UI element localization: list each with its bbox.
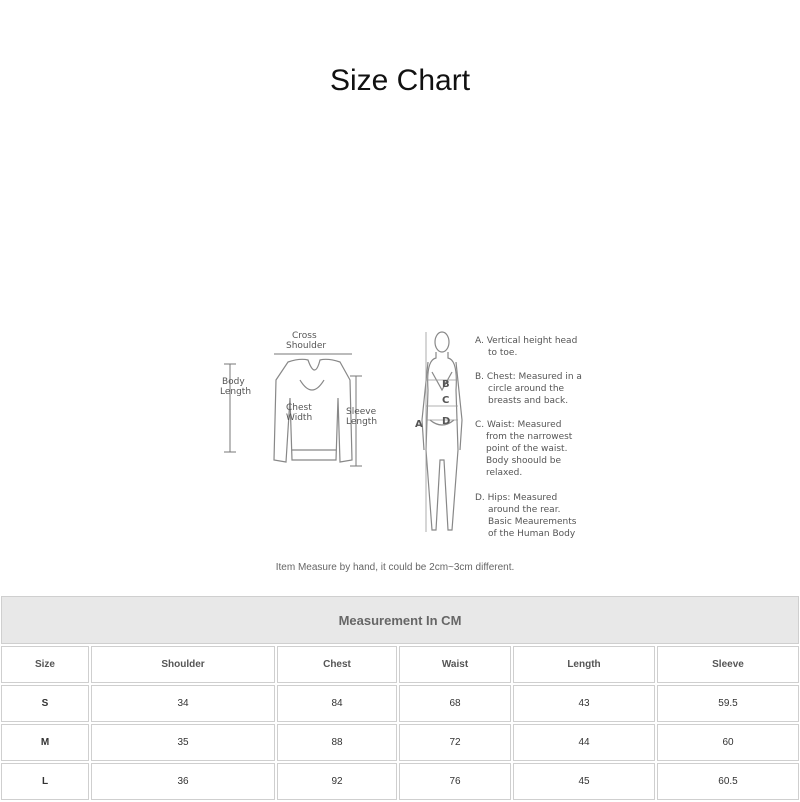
marker-d: D [442,416,451,427]
table-row [1,763,799,800]
cell-waist: 76 [399,763,511,800]
legend-b-2: circle around the [488,384,565,394]
human-figure-illustration [422,332,462,530]
size-table-container [0,594,800,800]
legend-c-5: relaxed. [486,468,523,478]
header-shoulder: Shoulder [91,646,275,683]
label-body-length-2: Length [220,387,252,397]
legend-c-2: from the narrowest [486,432,573,442]
legend-b-3: breasts and back. [488,396,569,406]
table-row [1,724,799,761]
measurement-note: Item Measure by hand, it could be 2cm~3cm different. [275,562,515,573]
cell-chest: 88 [277,724,397,761]
header-length: Length [513,646,655,683]
legend-c-4: Body shoould be [486,456,562,466]
legend-d-4: of the Human Body [488,529,576,539]
legend-a-2: to toe. [488,348,518,358]
cell-chest: 92 [277,763,397,800]
cell-size: M [1,724,89,761]
header-sleeve: Sleeve [657,646,799,683]
header-size: Size [1,646,89,683]
label-chest-width-1: Chest [286,403,312,413]
legend-a-1: A. Vertical height head [475,336,578,346]
header-waist: Waist [399,646,511,683]
label-sleeve-length-2: Length [346,417,378,427]
label-chest-width-2: Width [286,413,313,423]
table-header-row [1,646,799,683]
legend-c-3: point of the waist. [486,444,568,454]
cell-chest: 84 [277,685,397,722]
marker-a: A [415,419,423,430]
cell-length: 45 [513,763,655,800]
label-body-length-1: Body [222,377,245,387]
cell-size: S [1,685,89,722]
size-table [0,594,800,802]
marker-b: B [442,379,450,390]
cell-shoulder: 34 [91,685,275,722]
cell-shoulder: 36 [91,763,275,800]
header-chest: Chest [277,646,397,683]
legend-d-3: Basic Meaurements [488,517,577,527]
cell-waist: 72 [399,724,511,761]
label-sleeve-length-1: Sleeve [346,407,377,417]
cell-shoulder: 35 [91,724,275,761]
cell-sleeve: 60 [657,724,799,761]
marker-c: C [442,395,450,406]
legend-b-1: B. Chest: Measured in a [475,372,582,382]
label-cross-shoulder-2: Shoulder [286,341,327,351]
cell-size: L [1,763,89,800]
legend-d-1: D. Hips: Measured [475,493,558,503]
legend-d-2: around the rear. [488,505,561,515]
cell-length: 44 [513,724,655,761]
table-caption: Measurement In CM [1,596,799,644]
label-cross-shoulder-1: Cross [292,331,317,341]
cell-length: 43 [513,685,655,722]
cell-sleeve: 60.5 [657,763,799,800]
cell-sleeve: 59.5 [657,685,799,722]
cell-waist: 68 [399,685,511,722]
legend-c-1: C. Waist: Measured [475,420,562,430]
page-title: Size Chart [329,64,471,97]
measurement-diagram [200,320,600,580]
table-row [1,685,799,722]
